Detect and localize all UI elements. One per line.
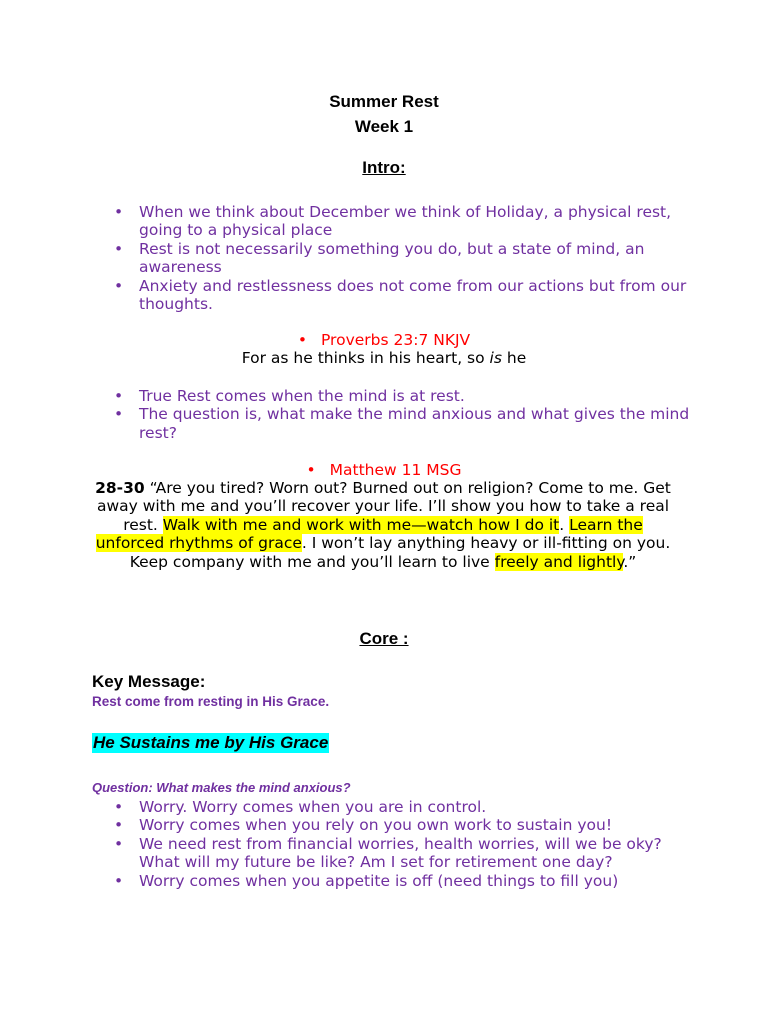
list-item: • Worry comes when you rely on you own work to sustain you! — [92, 816, 692, 834]
matthew-reference-text: Matthew 11 MSG — [329, 461, 462, 479]
list-item: • The question is, what make the mind anxious and what gives the mind rest? — [92, 405, 692, 442]
list-item: • We need rest from financial worries, health worries, will we be oky? What will my future be like? Am I set for retirement one day? — [92, 835, 692, 872]
list-item: • When we think about December we think of Holiday, a physical rest, going to a physical place — [92, 203, 692, 240]
intro-heading: Intro: — [362, 158, 406, 177]
question-text: Question: What makes the mind anxious? — [92, 780, 351, 795]
proverbs-verse — [0, 349, 768, 367]
proverbs-reference-text: Proverbs 23:7 NKJV — [320, 331, 471, 349]
verse-text: For as he thinks in his heart, so — [241, 349, 490, 367]
verse-italic-text: is — [489, 349, 502, 367]
worry-bullet-list — [92, 798, 692, 890]
passage-text: . I won’t lay anything heavy or ill-fitting on you. Keep company with me and you’ll learn to live — [129, 534, 671, 571]
key-message-label: Key Message: — [92, 672, 206, 691]
core-heading: Core : — [359, 629, 409, 648]
matthew-reference — [0, 461, 768, 479]
list-item: • Worry comes when you appetite is off (need things to fill you) — [92, 872, 692, 890]
highlighted-text: Learn the unforced rhythms of grace — [95, 515, 643, 553]
sustain-highlight: He Sustains me by His Grace — [93, 733, 329, 752]
intro-bullet-list — [92, 203, 692, 313]
passage-text: .” — [623, 552, 637, 571]
passage-text: “Are you tired? Worn out? Burned out on religion? Come to me. Get away with me and you’ll recover your life. I’ll show you how to take a real rest. — [96, 479, 671, 534]
highlighted-text: Walk with me and work with me—watch how I do it — [162, 515, 560, 534]
verse-number: 28-30 — [95, 479, 145, 497]
key-message: Rest come from resting in His Grace. — [92, 694, 330, 709]
list-item: • Anxiety and restlessness does not come from our actions but from our thoughts. — [92, 277, 692, 314]
week-label: Week 1 — [354, 117, 414, 136]
rest-bullet-list — [92, 387, 692, 442]
bullet-icon: • — [306, 461, 316, 479]
list-item: • True Rest comes when the mind is at rest. — [92, 387, 692, 405]
passage-text: . — [559, 515, 570, 534]
verse-text: he — [501, 349, 527, 367]
list-item: • Worry. Worry comes when you are in control. — [92, 798, 692, 816]
proverbs-reference — [0, 331, 768, 349]
highlighted-text: freely and lightly — [494, 552, 624, 571]
document-title: Summer Rest — [329, 92, 439, 111]
matthew-passage — [92, 479, 674, 571]
bullet-icon: • — [297, 331, 307, 349]
list-item: • Rest is not necessarily something you do, but a state of mind, an awareness — [92, 240, 692, 277]
